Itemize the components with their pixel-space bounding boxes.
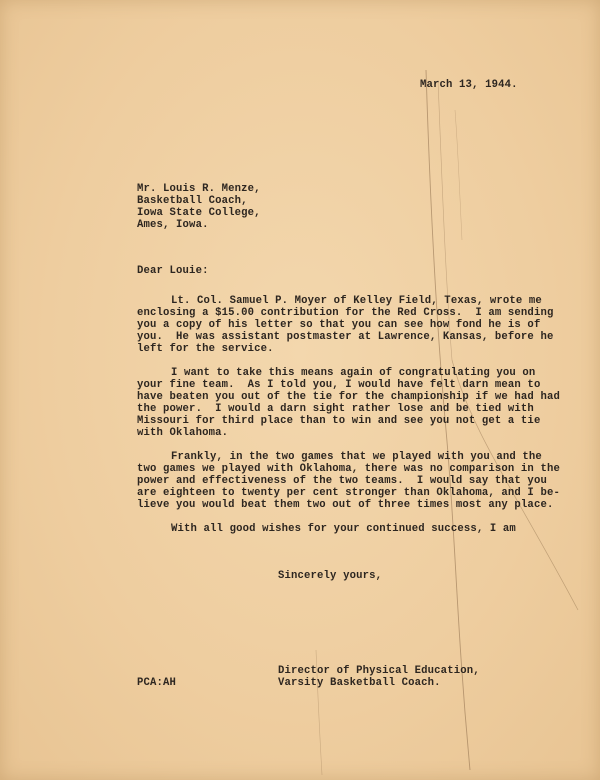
body-line: power and effectiveness of the two teams. I would say that you — [137, 475, 547, 487]
inside-address-line: Ames, Iowa. — [137, 219, 209, 231]
signature-title-line: Director of Physical Education, — [278, 665, 480, 677]
body-line: have beaten you out of the tie for the championship if we had had — [137, 391, 560, 403]
body-line: two games we played with Oklahoma, there was no comparison in the — [137, 463, 560, 475]
letter-date: March 13, 1944. — [420, 79, 518, 91]
body-line: Lt. Col. Samuel P. Moyer of Kelley Field, Texas, wrote me — [171, 295, 542, 307]
complimentary-closing: Sincerely yours, — [278, 570, 383, 582]
inside-address-line: Basketball Coach, — [137, 195, 248, 207]
salutation: Dear Louie: — [137, 265, 209, 277]
inside-address-line: Iowa State College, — [137, 207, 261, 219]
body-line: the power. I would a darn sight rather lose and be tied with — [137, 403, 534, 415]
body-line: Missouri for third place than to win and see you not get a tie — [137, 415, 541, 427]
body-line: I want to take this means again of congratulating you on — [171, 367, 536, 379]
reference-initials: PCA:AH — [137, 677, 177, 689]
body-line: Frankly, in the two games that we played with you and the — [171, 451, 542, 463]
body-line: you a copy of his letter so that you can see how fond he is of — [137, 319, 541, 331]
inside-address-line: Mr. Louis R. Menze, — [137, 183, 261, 195]
body-line: enclosing a $15.00 contribution for the Red Cross. I am sending — [137, 307, 554, 319]
body-line: with Oklahoma. — [137, 427, 229, 439]
body-line: left for the service. — [137, 343, 274, 355]
body-line: you. He was assistant postmaster at Lawrence, Kansas, before he — [137, 331, 554, 343]
signature-title-line: Varsity Basketball Coach. — [278, 677, 441, 689]
body-line: are eighteen to twenty per cent stronger than Oklahoma, and I be- — [137, 487, 560, 499]
body-line: With all good wishes for your continued success, I am — [171, 523, 516, 535]
body-line: lieve you would beat them two out of three times most any place. — [137, 499, 554, 511]
body-line: your fine team. As I told you, I would have felt darn mean to — [137, 379, 541, 391]
